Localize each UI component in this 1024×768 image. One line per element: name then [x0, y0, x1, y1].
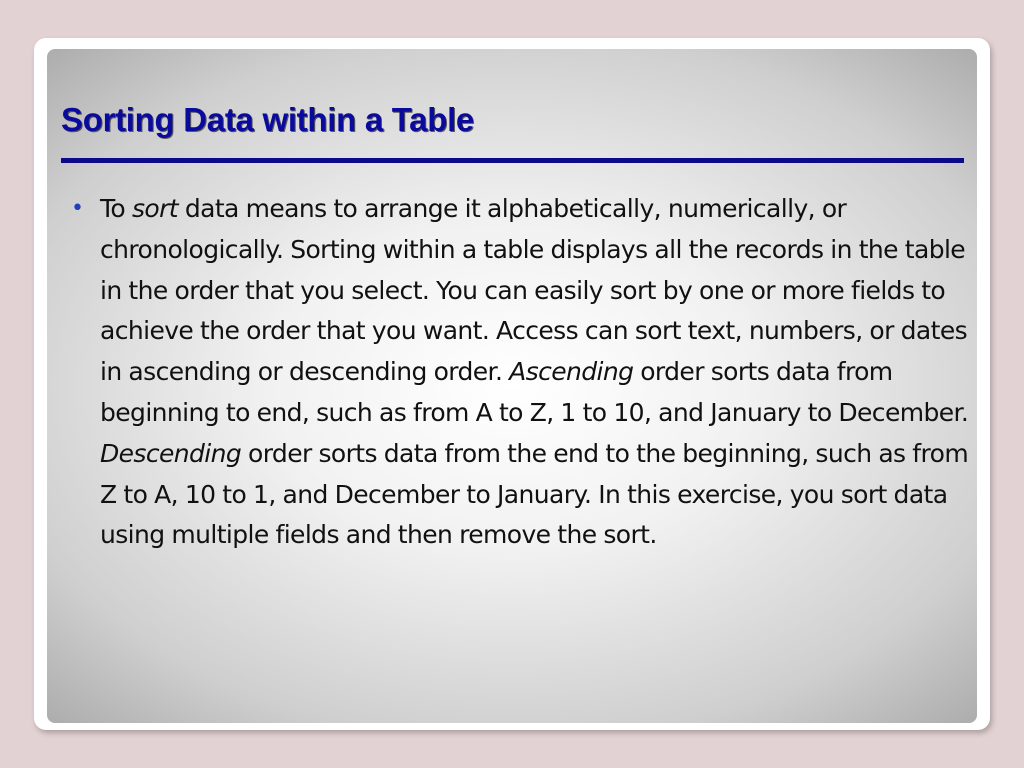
term-descending: Descending — [100, 438, 242, 468]
bullet-list — [69, 189, 969, 556]
term-sort: sort — [131, 194, 178, 223]
title-underline-rule — [61, 158, 964, 163]
bullet-text-segment: order sorts data from beginning to end, such as from A to Z, 1 to 10, and January to December. — [100, 357, 969, 427]
slide-content-area — [47, 49, 977, 723]
bullet-text-segment: order sorts data from the end to the beginning, such as from Z to A, 10 to 1, and December to January. In this exercise, you sort data using multiple fields and then remove the sort. — [100, 438, 969, 550]
bullet-item — [69, 189, 969, 556]
bullet-text-segment: To — [100, 194, 132, 223]
term-ascending: Ascending — [509, 357, 634, 387]
bullet-dot-icon: • — [71, 196, 84, 221]
slide-title: Sorting Data within a Table — [61, 101, 474, 138]
bullet-text-segment: data means to arrange it alphabetically, numerically, or chronologically. Sorting within a table displays all the records in the table in the order that you select. You can easily sort by one or more fields to achieve the order that you want. Access can sort text, numbers, or dates in ascending or descending order. — [100, 194, 968, 387]
